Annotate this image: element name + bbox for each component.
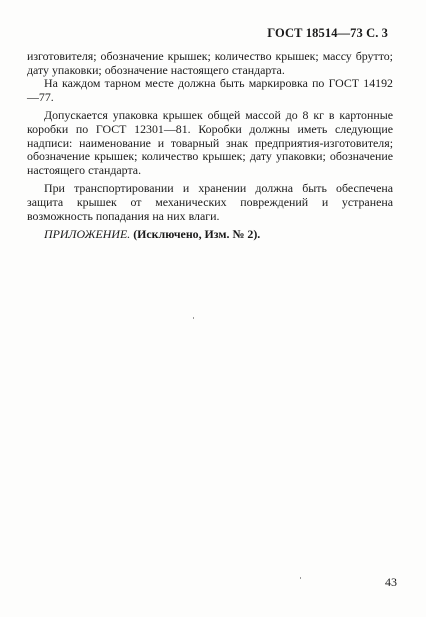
paragraph-transport: При транспортировании и хранении должна быть обеспечена защита крышек от механических повреждений и устранена возможность попадания на них влаги. bbox=[27, 181, 393, 223]
paragraph-packaging: Допускается упаковка крышек общей массой до 8 кг в картонные коробки по ГОСТ 12301—81. Коробки должны иметь следующие надписи: наименование и товарный знак предприятия-изготовителя; обозначение крышек; количество крышек; дату упаковки; обозначение настоящего стандарта. bbox=[27, 108, 393, 177]
appendix-label: ПРИЛОЖЕНИЕ. bbox=[44, 227, 131, 242]
paragraph-marking: На каждом тарном месте должна быть маркировка по ГОСТ 14192—77. bbox=[27, 76, 393, 104]
scan-speck bbox=[300, 577, 301, 579]
page-number: 43 bbox=[385, 575, 397, 589]
appendix-note: (Исключено, Изм. № 2). bbox=[133, 227, 261, 242]
running-header: ГОСТ 18514—73 С. 3 bbox=[267, 26, 388, 40]
appendix-line bbox=[27, 228, 393, 242]
paragraph-continuation: изготовителя; обозначение крышек; количество крышек; массу брутто; дату упаковки; обозначение настоящего стандарта. bbox=[27, 49, 393, 77]
scan-speck bbox=[193, 317, 194, 319]
body-text bbox=[27, 50, 393, 242]
